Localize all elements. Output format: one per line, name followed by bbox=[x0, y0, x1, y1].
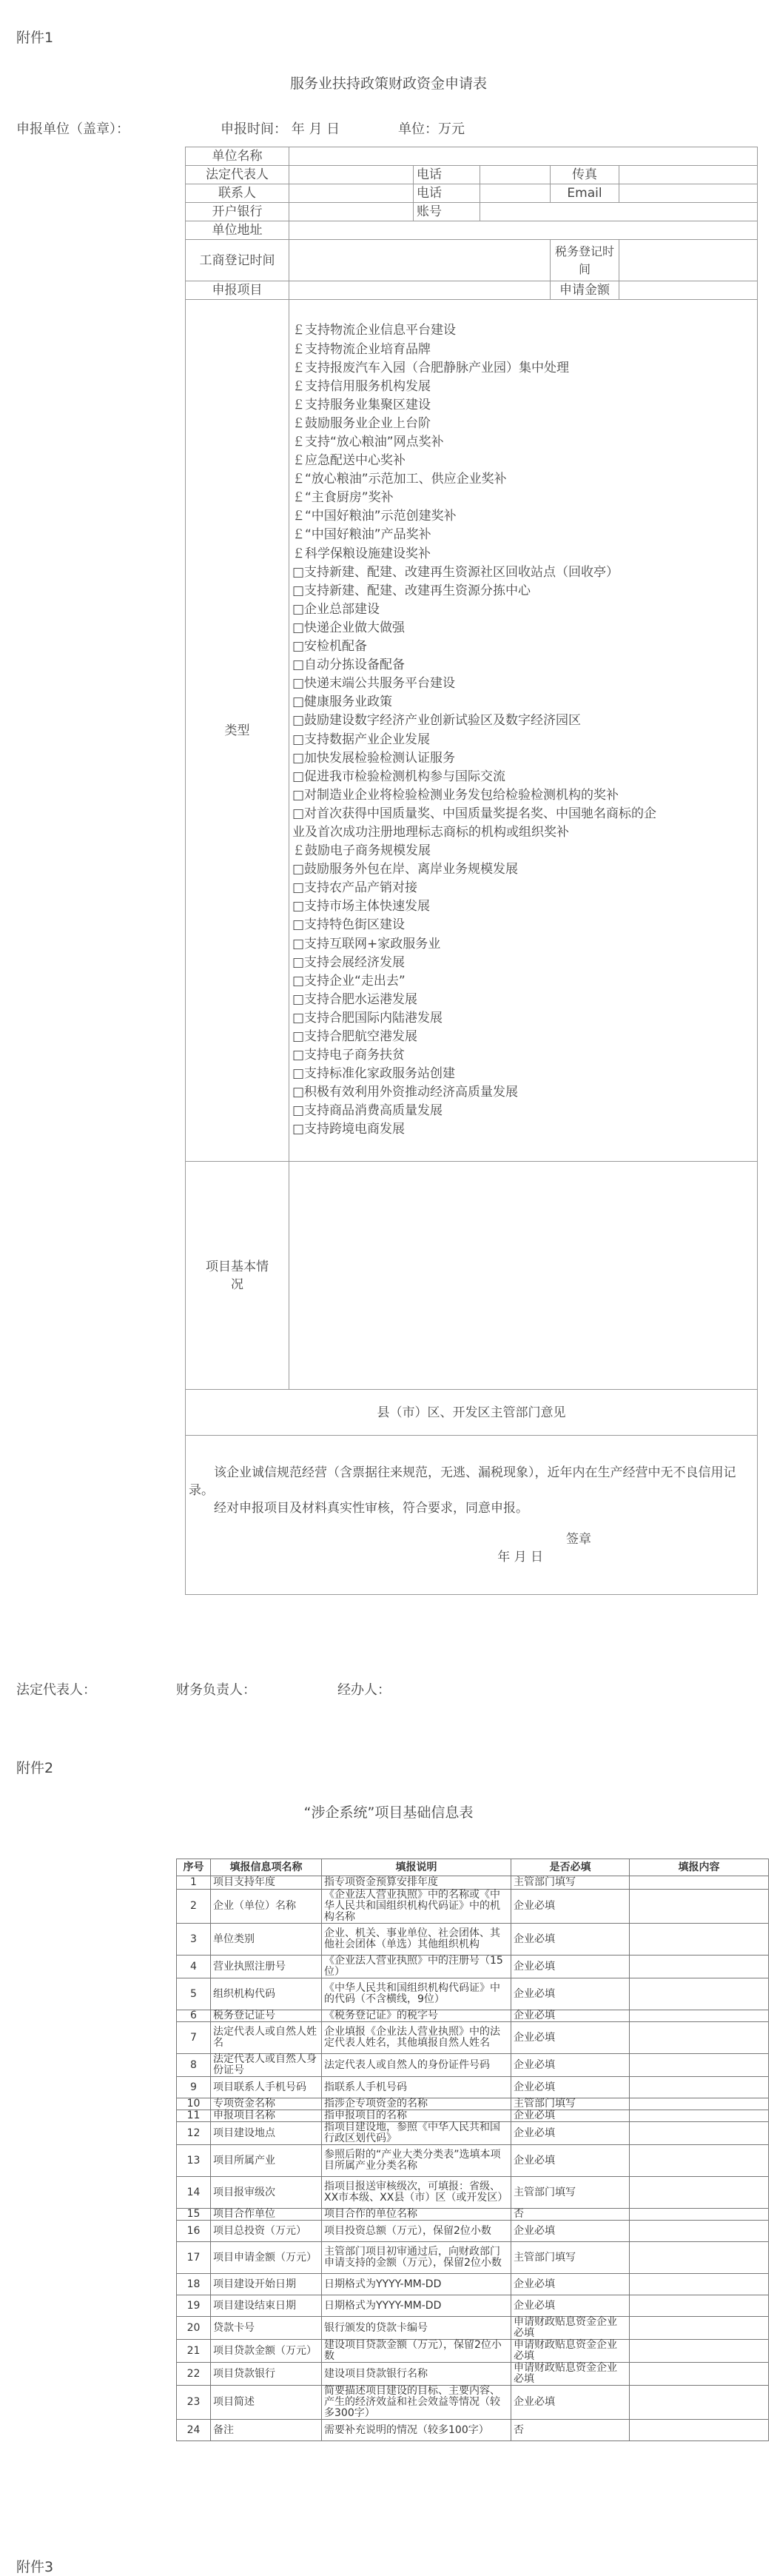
row-fill-content[interactable] bbox=[630, 2110, 769, 2122]
type-option[interactable]: □支持电子商务扶贫 bbox=[292, 1048, 406, 1063]
row-description: 企业、机关、事业单位、社会团体、其他社会团体（单选）其他组织机构 bbox=[322, 1924, 511, 1956]
row-description: 项目合作的单位名称 bbox=[322, 2209, 511, 2221]
seal-label: 签章 bbox=[566, 1532, 592, 1547]
tax-reg-time-field[interactable] bbox=[619, 240, 758, 281]
row-fill-content[interactable] bbox=[630, 1978, 769, 2010]
row-number: 19 bbox=[177, 2295, 211, 2317]
legal-rep-phone-field[interactable] bbox=[480, 166, 551, 184]
unit-name-field[interactable] bbox=[289, 147, 758, 166]
row-field-name: 法定代表人或自然人身份证号 bbox=[211, 2054, 322, 2077]
biz-reg-time-label: 工商登记时间 bbox=[186, 240, 289, 281]
type-option[interactable]: □健康服务业政策 bbox=[292, 695, 393, 710]
type-option[interactable]: □支持互联网+家政服务业 bbox=[292, 936, 441, 951]
row-field-name: 贷款卡号 bbox=[211, 2317, 322, 2340]
row-fill-content[interactable] bbox=[630, 2098, 769, 2110]
row-description: 指涉企专项资金的名称 bbox=[322, 2098, 511, 2110]
row-number: 24 bbox=[177, 2420, 211, 2441]
row-field-name: 项目建设结束日期 bbox=[211, 2295, 322, 2317]
type-option[interactable]: □促进我市检验检测机构参与国际交流 bbox=[292, 769, 506, 784]
type-option[interactable]: □支持会展经济发展 bbox=[292, 954, 406, 970]
row-required: 企业必填 bbox=[511, 1924, 630, 1956]
table-row bbox=[177, 2317, 769, 2340]
row-required: 企业必填 bbox=[511, 2077, 630, 2098]
type-option[interactable]: □支持合肥国际内陆港发展 bbox=[292, 1010, 443, 1026]
row-number: 20 bbox=[177, 2317, 211, 2340]
row-required: 否 bbox=[511, 2209, 630, 2221]
table-row bbox=[177, 2340, 769, 2363]
row-fill-content[interactable] bbox=[630, 2363, 769, 2386]
table-row bbox=[177, 2145, 769, 2177]
type-option[interactable]: □对首次获得中国质量奖、中国质量奖提名奖、中国驰名商标的企 bbox=[292, 806, 657, 821]
row-required: 企业必填 bbox=[511, 2295, 630, 2317]
row-dept-opinion bbox=[186, 1390, 758, 1436]
row-number: 7 bbox=[177, 2022, 211, 2054]
row-required: 企业必填 bbox=[511, 2274, 630, 2295]
row-required: 申请财政贴息资金企业必填 bbox=[511, 2317, 630, 2340]
project-field[interactable] bbox=[289, 281, 551, 300]
row-description: 银行颁发的贷款卡编号 bbox=[322, 2317, 511, 2340]
row-contact bbox=[186, 184, 758, 203]
footer-finance: 财务负责人： bbox=[176, 1682, 256, 1698]
row-fill-content[interactable] bbox=[630, 2177, 769, 2209]
row-number: 21 bbox=[177, 2340, 211, 2363]
row-fill-content[interactable] bbox=[630, 2010, 769, 2022]
row-opinion-content bbox=[186, 1436, 758, 1595]
unit-label: 单位：万元 bbox=[398, 121, 465, 137]
dept-opinion-heading: 县（市）区、开发区主管部门意见 bbox=[186, 1390, 758, 1436]
type-option[interactable]: □自动分拣设备配备 bbox=[292, 658, 406, 673]
type-option[interactable]: ￡“主食厨房”奖补 bbox=[292, 490, 394, 506]
row-field-name: 组织机构代码 bbox=[211, 1978, 322, 2010]
type-option[interactable]: ￡支持“放心粮油”网点奖补 bbox=[292, 435, 444, 449]
type-label: 类型 bbox=[186, 300, 289, 1162]
table-row bbox=[177, 2209, 769, 2221]
type-option[interactable]: □支持农产品产销对接 bbox=[292, 880, 418, 896]
row-description: 企业填报《企业法人营业执照》中的法定代表人姓名，其他填报自然人姓名 bbox=[322, 2022, 511, 2054]
opinion-paragraph-1: 该企业诚信规范经营（含票据往来规范，无逃、漏税现象），近年内在生产经营中无不良信用记录。 bbox=[189, 1465, 736, 1498]
type-option[interactable]: □支持新建、配建、改建再生资源社区回收站点（回收亭） bbox=[292, 564, 619, 580]
type-option[interactable]: □支持企业“走出去” bbox=[292, 973, 406, 988]
row-number: 8 bbox=[177, 2054, 211, 2077]
type-option[interactable]: □安检机配备 bbox=[292, 639, 368, 655]
fax-field[interactable] bbox=[619, 166, 758, 184]
row-number: 13 bbox=[177, 2145, 211, 2177]
row-types bbox=[186, 300, 758, 1162]
type-option[interactable]: □支持数据产业企业发展 bbox=[292, 732, 431, 747]
type-option[interactable]: □鼓励建设数字经济产业创新试验区及数字经济园区 bbox=[292, 713, 582, 729]
table-row bbox=[177, 2054, 769, 2077]
table-row bbox=[177, 1890, 769, 1924]
row-description: 建设项目贷款银行名称 bbox=[322, 2363, 511, 2386]
footer-legal-rep: 法定代表人： bbox=[16, 1682, 96, 1698]
header-required: 是否必填 bbox=[511, 1859, 630, 1876]
row-description: 项目投资总额（万元），保留2位小数 bbox=[322, 2221, 511, 2242]
row-number: 14 bbox=[177, 2177, 211, 2209]
table-row bbox=[177, 2022, 769, 2054]
row-number: 9 bbox=[177, 2077, 211, 2098]
row-description: 需要补充说明的情况（较多100字） bbox=[322, 2420, 511, 2441]
row-legal-rep bbox=[186, 166, 758, 184]
biz-reg-time-field[interactable] bbox=[289, 240, 551, 281]
header-desc: 填报说明 bbox=[322, 1859, 511, 1876]
row-fill-content[interactable] bbox=[630, 2242, 769, 2274]
table-row bbox=[177, 2010, 769, 2022]
row-unit-name bbox=[186, 147, 758, 166]
bank-label: 开户银行 bbox=[186, 203, 289, 221]
row-number: 6 bbox=[177, 2010, 211, 2022]
type-option[interactable]: ￡科学保粮设施建设奖补 bbox=[292, 546, 431, 561]
row-fill-content[interactable] bbox=[630, 2221, 769, 2242]
table-row bbox=[177, 2122, 769, 2145]
row-description: 《企业法人营业执照》中的注册号（15位） bbox=[322, 1956, 511, 1978]
contact-label: 联系人 bbox=[186, 184, 289, 203]
type-option[interactable]: □支持合肥航空港发展 bbox=[292, 1029, 418, 1044]
row-required: 企业必填 bbox=[511, 2221, 630, 2242]
fax-label: 传真 bbox=[551, 166, 619, 184]
type-option[interactable]: ￡应急配送中心奖补 bbox=[292, 453, 406, 469]
row-field-name: 专项资金名称 bbox=[211, 2098, 322, 2110]
row-description: 指申报项目的名称 bbox=[322, 2110, 511, 2122]
type-option[interactable]: □支持商品消费高质量发展 bbox=[292, 1103, 443, 1119]
table-row bbox=[177, 2274, 769, 2295]
row-number: 16 bbox=[177, 2221, 211, 2242]
header-content: 填报内容 bbox=[630, 1859, 769, 1876]
type-option[interactable]: ￡支持服务业集聚区建设 bbox=[292, 397, 431, 412]
type-option[interactable]: □支持跨境电商发展 bbox=[292, 1122, 406, 1137]
type-option[interactable]: □支持特色街区建设 bbox=[292, 917, 406, 933]
type-option[interactable]: □快递企业做大做强 bbox=[292, 620, 406, 635]
row-required: 否 bbox=[511, 2420, 630, 2441]
table-row bbox=[177, 1924, 769, 1956]
table-row bbox=[177, 2110, 769, 2122]
contact-phone-label: 电话 bbox=[414, 184, 480, 203]
row-fill-content[interactable] bbox=[630, 2340, 769, 2363]
row-number: 17 bbox=[177, 2242, 211, 2274]
type-option[interactable]: ￡鼓励服务业企业上台阶 bbox=[292, 415, 431, 431]
row-number: 11 bbox=[177, 2110, 211, 2122]
table-row bbox=[177, 2363, 769, 2386]
row-field-name: 项目总投资（万元） bbox=[211, 2221, 322, 2242]
row-number: 10 bbox=[177, 2098, 211, 2110]
row-description: 参照后附的“产业大类分类表”选填本项目所属产业分类名称 bbox=[322, 2145, 511, 2177]
row-required: 主管部门填写 bbox=[511, 2242, 630, 2274]
opinion-content bbox=[186, 1436, 758, 1595]
row-project bbox=[186, 281, 758, 300]
application-form-table bbox=[185, 147, 758, 1595]
row-fill-content[interactable] bbox=[630, 2386, 769, 2420]
basic-info-label: 项目基本情况 bbox=[186, 1162, 289, 1390]
table-row bbox=[177, 1978, 769, 2010]
row-field-name: 项目合作单位 bbox=[211, 2209, 322, 2221]
row-description: 《中华人民共和国组织机构代码证》中的代码（不含横线，9位） bbox=[322, 1978, 511, 2010]
header-no: 序号 bbox=[177, 1859, 211, 1876]
form2-title: “涉企系统”项目基础信息表 bbox=[303, 1804, 474, 1821]
row-required: 企业必填 bbox=[511, 1978, 630, 2010]
row-field-name: 项目申请金额（万元） bbox=[211, 2242, 322, 2274]
address-field[interactable] bbox=[289, 221, 758, 240]
row-fill-content[interactable] bbox=[630, 2420, 769, 2441]
applicant-unit-label: 申报单位（盖章）： bbox=[16, 121, 130, 137]
amount-label: 申请金额 bbox=[551, 281, 619, 300]
row-field-name: 项目建设地点 bbox=[211, 2122, 322, 2145]
row-number: 4 bbox=[177, 1956, 211, 1978]
row-required: 企业必填 bbox=[511, 2145, 630, 2177]
apply-time-label: 申报时间： 年 月 日 bbox=[221, 121, 340, 137]
amount-field[interactable] bbox=[619, 281, 758, 300]
row-field-name: 项目简述 bbox=[211, 2386, 322, 2420]
type-option[interactable]: □积极有效利用外资推动经济高质量发展 bbox=[292, 1085, 519, 1100]
row-field-name: 项目贷款金额（万元） bbox=[211, 2340, 322, 2363]
table-row bbox=[177, 2242, 769, 2274]
row-fill-content[interactable] bbox=[630, 2122, 769, 2145]
row-fill-content[interactable] bbox=[630, 2054, 769, 2077]
row-field-name: 营业执照注册号 bbox=[211, 1956, 322, 1978]
row-field-name: 项目报审级次 bbox=[211, 2177, 322, 2209]
type-option[interactable]: ￡支持物流企业培育品牌 bbox=[292, 341, 431, 357]
type-option[interactable]: ￡支持信用服务机构发展 bbox=[292, 378, 431, 394]
row-number: 23 bbox=[177, 2386, 211, 2420]
row-number: 2 bbox=[177, 1890, 211, 1924]
legal-rep-phone-label: 电话 bbox=[414, 166, 480, 184]
row-fill-content[interactable] bbox=[630, 2274, 769, 2295]
row-field-name: 项目联系人手机号码 bbox=[211, 2077, 322, 2098]
type-option[interactable]: ￡鼓励电子商务规模发展 bbox=[292, 843, 431, 859]
table-row bbox=[177, 2295, 769, 2317]
row-required: 企业必填 bbox=[511, 1890, 630, 1924]
basic-info-field[interactable] bbox=[289, 1162, 758, 1390]
row-required: 企业必填 bbox=[511, 2010, 630, 2022]
row-fill-content[interactable] bbox=[630, 1924, 769, 1956]
type-option[interactable]: ￡支持报废汽车入园（合肥静脉产业园）集中处理 bbox=[292, 360, 569, 375]
row-required: 主管部门填写 bbox=[511, 1876, 630, 1890]
row-field-name: 项目所属产业 bbox=[211, 2145, 322, 2177]
table-row bbox=[177, 2221, 769, 2242]
type-option[interactable]: 业及首次成功注册地理标志商标的机构或组织奖补 bbox=[292, 824, 569, 840]
row-required: 主管部门填写 bbox=[511, 2177, 630, 2209]
row-description: 《税务登记证》的税字号 bbox=[322, 2010, 511, 2022]
table-row bbox=[177, 1956, 769, 1978]
table-header-row bbox=[177, 1859, 769, 1876]
row-field-name: 申报项目名称 bbox=[211, 2110, 322, 2122]
table-row bbox=[177, 2098, 769, 2110]
type-option[interactable]: □支持市场主体快速发展 bbox=[292, 899, 431, 914]
row-description: 《企业法人营业执照》中的名称或《中华人民共和国组织机构代码证》中的机构名称 bbox=[322, 1890, 511, 1924]
row-field-name: 备注 bbox=[211, 2420, 322, 2441]
attachment-3-label: 附件3 bbox=[16, 2559, 54, 2575]
account-field[interactable] bbox=[480, 203, 758, 221]
contact-phone-field[interactable] bbox=[480, 184, 551, 203]
row-fill-content[interactable] bbox=[630, 2022, 769, 2054]
opinion-paragraph-2: 经对申报项目及材料真实性审核，符合要求，同意申报。 bbox=[214, 1501, 528, 1516]
row-description: 建设项目贷款金额（万元），保留2位小数 bbox=[322, 2340, 511, 2363]
row-number: 15 bbox=[177, 2209, 211, 2221]
row-number: 5 bbox=[177, 1978, 211, 2010]
table-row bbox=[177, 2177, 769, 2209]
row-description: 日期格式为YYYY-MM-DD bbox=[322, 2274, 511, 2295]
type-option[interactable]: □快递末端公共服务平台建设 bbox=[292, 676, 456, 692]
row-required: 企业必填 bbox=[511, 2386, 630, 2420]
row-basic-info bbox=[186, 1162, 758, 1390]
row-description: 主管部门项目初审通过后，向财政部门申请支持的金额（万元），保留2位小数 bbox=[322, 2242, 511, 2274]
row-address bbox=[186, 221, 758, 240]
type-option[interactable]: □支持合肥水运港发展 bbox=[292, 991, 418, 1007]
row-description: 日期格式为YYYY-MM-DD bbox=[322, 2295, 511, 2317]
contact-field[interactable] bbox=[289, 184, 414, 203]
header-name: 填报信息项名称 bbox=[211, 1859, 322, 1876]
footer-handler: 经办人： bbox=[337, 1682, 391, 1698]
type-option[interactable]: ￡支持物流企业信息平台建设 bbox=[292, 323, 456, 338]
row-field-name: 项目贷款银行 bbox=[211, 2363, 322, 2386]
type-option[interactable]: □支持新建、配建、改建再生资源分拣中心 bbox=[292, 583, 531, 598]
row-description: 指联系人手机号码 bbox=[322, 2077, 511, 2098]
type-option[interactable]: □加快发展检验检测认证服务 bbox=[292, 750, 456, 766]
row-description: 指专项资金预算安排年度 bbox=[322, 1876, 511, 1890]
address-label: 单位地址 bbox=[186, 221, 289, 240]
row-required: 申请财政贴息资金企业必填 bbox=[511, 2340, 630, 2363]
unit-name-label: 单位名称 bbox=[186, 147, 289, 166]
project-label: 申报项目 bbox=[186, 281, 289, 300]
row-number: 1 bbox=[177, 1876, 211, 1890]
legal-rep-label: 法定代表人 bbox=[186, 166, 289, 184]
account-label: 账号 bbox=[414, 203, 480, 221]
row-fill-content[interactable] bbox=[630, 1956, 769, 1978]
table-row bbox=[177, 1876, 769, 1890]
tax-reg-time-label: 税务登记时间 bbox=[551, 240, 619, 281]
row-required: 企业必填 bbox=[511, 1956, 630, 1978]
row-field-name: 法定代表人或自然人姓名 bbox=[211, 2022, 322, 2054]
row-number: 22 bbox=[177, 2363, 211, 2386]
row-required: 企业必填 bbox=[511, 2122, 630, 2145]
row-required: 企业必填 bbox=[511, 2110, 630, 2122]
row-fill-content[interactable] bbox=[630, 2317, 769, 2340]
row-field-name: 企业（单位）名称 bbox=[211, 1890, 322, 1924]
email-field[interactable] bbox=[619, 184, 758, 203]
type-option[interactable]: ￡“中国好粮油”产品奖补 bbox=[292, 527, 431, 543]
row-fill-content[interactable] bbox=[630, 2077, 769, 2098]
bank-field[interactable] bbox=[289, 203, 414, 221]
row-field-name: 税务登记证号 bbox=[211, 2010, 322, 2022]
row-fill-content[interactable] bbox=[630, 2209, 769, 2221]
type-option[interactable]: □鼓励服务外包在岸、离岸业务规模发展 bbox=[292, 862, 519, 877]
legal-rep-field[interactable] bbox=[289, 166, 414, 184]
row-required: 申请财政贴息资金企业必填 bbox=[511, 2363, 630, 2386]
type-option[interactable]: ￡“放心粮油”示范加工、供应企业奖补 bbox=[292, 472, 507, 487]
row-description: 简要描述项目建设的目标、主要内容、产生的经济效益和社会效益等情况（较多300字） bbox=[322, 2386, 511, 2420]
type-option[interactable]: ￡“中国好粮油”示范创建奖补 bbox=[292, 509, 457, 524]
row-required: 企业必填 bbox=[511, 2054, 630, 2077]
row-number: 18 bbox=[177, 2274, 211, 2295]
row-description: 指项目报送审核级次，可填报：省级、XX市本级、XX县（市）区（或开发区） bbox=[322, 2177, 511, 2209]
row-number: 3 bbox=[177, 1924, 211, 1956]
row-fill-content[interactable] bbox=[630, 1876, 769, 1890]
sign-date: 年 月 日 bbox=[497, 1550, 544, 1565]
type-option[interactable]: □企业总部建设 bbox=[292, 601, 380, 617]
attachment-1-label: 附件1 bbox=[16, 30, 54, 46]
row-number: 12 bbox=[177, 2122, 211, 2145]
project-info-table bbox=[176, 1859, 769, 2441]
row-field-name: 项目建设开始日期 bbox=[211, 2274, 322, 2295]
email-label: Email bbox=[551, 184, 619, 203]
row-field-name: 项目支持年度 bbox=[211, 1876, 322, 1890]
row-description: 指项目建设地，参照《中华人民共和国行政区划代码》 bbox=[322, 2122, 511, 2145]
table-row bbox=[177, 2077, 769, 2098]
row-fill-content[interactable] bbox=[630, 2145, 769, 2177]
row-reg-time bbox=[186, 240, 758, 281]
row-field-name: 单位类别 bbox=[211, 1924, 322, 1956]
type-option[interactable]: □对制造业企业将检验检测业务发包给检验检测机构的奖补 bbox=[292, 787, 619, 803]
row-required: 企业必填 bbox=[511, 2022, 630, 2054]
form1-title: 服务业扶持政策财政资金申请表 bbox=[289, 76, 487, 92]
row-description: 法定代表人或自然人的身份证件号码 bbox=[322, 2054, 511, 2077]
row-fill-content[interactable] bbox=[630, 1890, 769, 1924]
table-row bbox=[177, 2420, 769, 2441]
type-options[interactable] bbox=[289, 300, 758, 1162]
attachment-2-label: 附件2 bbox=[16, 1760, 54, 1776]
type-option[interactable]: □支持标准化家政服务站创建 bbox=[292, 1066, 456, 1082]
table-row bbox=[177, 2386, 769, 2420]
row-required: 主管部门填写 bbox=[511, 2098, 630, 2110]
row-bank bbox=[186, 203, 758, 221]
row-fill-content[interactable] bbox=[630, 2295, 769, 2317]
